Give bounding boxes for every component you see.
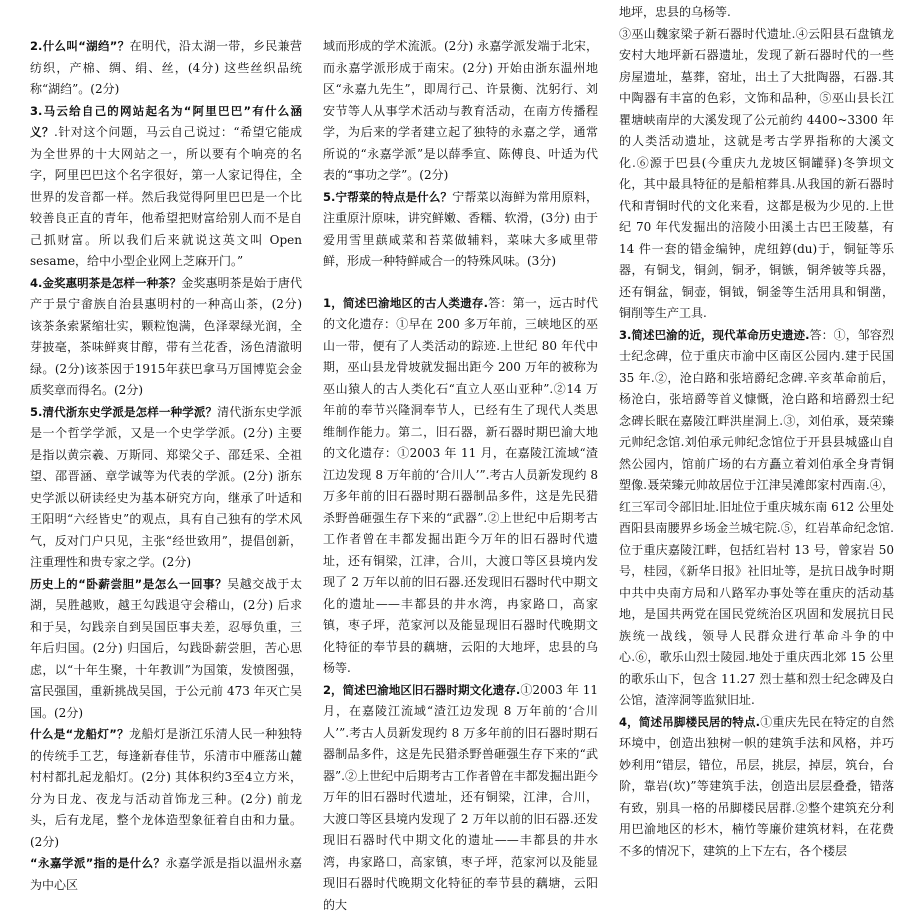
section-gap [323, 273, 598, 293]
qa-block [619, 712, 894, 863]
answer-text: 龙船灯是浙江乐清人民一种独特的传统手工艺，每逢新春佳节，乐清市中雁荡山麓村村都扎起龙船灯。(2分) 其体积约3至4立方米，分为日龙、夜龙与活动首饰龙三种。(2分) 前龙头，后有龙尾，整个龙体造型象征着自由和力量。(2分) [30, 727, 302, 849]
answer-text: 地坪，忠县的乌杨等. [619, 5, 731, 19]
answer-text: 永嘉学派是指以温州永嘉为中心区 [30, 856, 302, 892]
qa-block [323, 187, 598, 273]
qa-block [30, 36, 302, 101]
qa-block [30, 724, 302, 853]
qa-block [619, 2, 894, 24]
answer-text: .针对这个问题，马云自己说过：“希望它能成为全世界的十大网站之一，所以要有个响亮的名字，阿里巴巴这个名字很好，第一人家记得住，全世界的发音都一样。然后我觉得阿里巴巴是一个比较善良正直的青年，他希望把财富给别人而不是自己抓财富。所以我们后来就说这英文叫 Open sesame，给中小型企业网上芝麻开门。” [30, 125, 302, 268]
question-heading: 历史上的“卧薪尝胆”是怎么一回事？ [30, 577, 227, 591]
answer-text: 金奖惠明茶是始于唐代产于景宁畲族自治县惠明村的一种高山茶，(2分) 该茶条索紧缩壮实，颗粒饱满，色泽翠绿光润，全芽披毫，茶味鲜爽甘醇，带有兰花香，汤色清澈明绿。(2分)该茶因于1915年获巴拿马万国博览会金质奖章而得名。(2分) [30, 276, 302, 398]
answer-text: 答：第一，远古时代的文化遗存：①早在 200 多万年前，三峡地区的巫山一带，便有了人类活动的踪迹.上世纪 80 年代中期，巫山县龙骨坡就发掘出距今 200 万年的被称为巫山猿人的古人类化石“直立人巫山亚种”.②14 万年前的奉节兴隆洞奉节人，已经有生了现代人类思维制作能力。第二，旧石器，新石器时期巴渝大地的文化遗存：①2003 年 11 月，在嘉陵江流域“渣江边发现 8 万年前的‘合川人’”.考古人员新发现约 8 万多年前的旧石器时期石器制品多件，这是先民猎杀野兽砸强生存下来的“武器”.②上世纪中后期考古工作者曾在丰都发掘出距今万年的旧石器时代遗址，还有铜梁，江津，合川，大渡口等区县境内发现了 2 万年以前的旧石器.还发现旧石器时代中期文化的遗址——丰都县的井水湾，冉家路口，高家镇，枣子坪，范家河以及能显现旧石器时代晚期文化特征的奉节县的藕塘，云阳的大地坪，忠县的乌杨等. [323, 296, 598, 676]
question-heading: 5.清代浙东史学派是怎样一种学派？ [30, 405, 217, 419]
qa-block [30, 402, 302, 574]
question-heading: “永嘉学派”指的是什么？ [30, 856, 166, 870]
question-heading: 2.什么叫“湖绉”？ [30, 39, 130, 53]
qa-block [619, 24, 894, 325]
answer-text: 在明代，沿太湖一带，乡民兼营纺织，产棉、绸、绢、丝，(4分) 这些丝织品统称“湖绉”。(2分) [30, 39, 302, 96]
column-left [30, 36, 302, 896]
qa-block [30, 853, 302, 896]
question-heading: 5.宁帮菜的特点是什么？ [323, 190, 452, 204]
qa-block [30, 101, 302, 273]
answer-text: ①重庆先民在特定的自然环境中，创造出独树一帜的建筑手法和风格，并巧妙利用“错层，错位，吊层，挑层，掉层，筑台，台阶，靠岩(坎)”等建筑手法，创造出层层叠叠，错落有致，别具一格的吊脚楼民居群.②整个建筑充分利用巴渝地区的杉木，楠竹等廉价建筑材料，在花费不多的情况下，建筑的上下左右，各个楼层 [619, 715, 894, 858]
answer-text: 吴越交战于太湖，吴胜越败，越王勾践退守会稽山，(2分) 后求和于吴，勾践亲自到吴国臣事夫差，忍辱负重，三年后归国。(2分) 归国后，勾践卧薪尝胆，苦心思虑，以“十年生聚，十年教训”为国策，发愤图强，富民强国，重新挑战吴国，于公元前 473 年灭亡吴国。(2分) [30, 577, 302, 720]
question-heading: 4，简述吊脚楼民居的特点. [619, 715, 760, 729]
question-heading: 3.马云给自己的网站起名为“阿里巴巴”有什么涵义？ [30, 104, 302, 140]
qa-block [30, 273, 302, 402]
answer-text: ①2003 年 11 月，在嘉陵江流域“渣江边发现 8 万年前的‘合川人’”.考古人员新发现约 8 万多年前的旧石器时期石器制品多件，这是先民猎杀野兽砸强生存下来的“武器”.②上世纪中后期考古工作者曾在丰都发掘出距今万年的旧石器时代遗址，还有铜梁，江津，合川，大渡口等区县境内发现了 2 万年以前的旧石器.还发现旧石器时代中期文化的遗址——丰都县的井水湾，冉家路口，高家镇，枣子坪，范家河以及能显现旧石器时代晚期文化特征的奉节县的藕塘，云阳的大 [323, 683, 598, 912]
question-heading: 3.简述巴渝的近，现代革命历史遗迹. [619, 328, 809, 342]
column-right [619, 2, 894, 862]
column-middle [323, 36, 598, 916]
qa-block [30, 574, 302, 725]
qa-block [323, 680, 598, 916]
answer-text: 清代浙东史学派是一个哲学学派，又是一个史学学派。(2分) 主要是指以黄宗羲、万斯同、郑梁父子、邵廷采、全祖望、邵晋涵、章学诚等为代表的学派。(2分) 浙东史学派以研读经史为基本研究方向，继承了叶适和王阳明“六经皆史”的观点，具有自己独有的学术风气，反对门户只见，主张“经世致用”，提倡创新，注重理性和贵专家之学。(2分) [30, 405, 302, 570]
answer-text: 域而形成的学术流派。(2分) 永嘉学派发端于北宋，而永嘉学派形成于南宋。(2分) 开始由浙东温州地区“永嘉九先生”，即周行己、许景衡、沈躬行、刘安节等人从事学术活动与教育活动，在南方传播程学，为后来的学者建立起了独特的永嘉之学，通常所说的“永嘉学派”是以薛季宣、陈傅良、叶适为代表的“事功之学”。(2分) [323, 39, 598, 182]
qa-block [323, 36, 598, 187]
answer-text: 答：①，邹容烈士纪念碑，位于重庆市渝中区南区公园内.建于民国 35 年.②，沧白路和张培爵纪念碑.辛亥革命前后，杨沧白，张培爵等首义慷慨，沧白路和培爵烈士纪念碑长眠在嘉陵江畔洪崖洞上.③，刘伯承，聂荣臻元帅纪念馆.刘伯承元帅纪念馆位于开县县城盛山自然公园内，馆前广场的右方矗立着刘伯承全身青铜塑像.聂荣臻元帅故居位于江津吴滩郎家村西南.④，红三军司令部旧址.旧址位于重庆城东南 612 公里处酉阳县南腰界乡场金兰城宅院.⑤，红岩革命纪念馆.位于重庆嘉陵江畔，包括红岩村 13 号，曾家岩 50 号，桂园，《新华日报》社旧址等，是抗日战争时期中共中央南方局和八路军办事处等在重庆的活动基地，是国共两党在国民党统治区巩固和发展抗日民族统一战线，领导人民群众进行革命斗争的中心.⑥，歌乐山烈士陵园.地处于重庆西北郊 15 公里的歌乐山下，包含 11.27 烈士墓和烈士纪念碑及白公馆，渣滓洞等监狱旧址. [619, 328, 894, 708]
question-heading: 什么是“龙船灯”？ [30, 727, 129, 741]
answer-text: 宁帮菜以海鲜为常用原料，注重原汁原味，讲究鲜嫩、香糯、软滑，(3分) 由于爱用雪里蕻咸菜和苔菜做辅料，菜味大多咸里带鲜，形成一种特鲜咸合一的特殊风味。(3分) [323, 190, 598, 269]
question-heading: 4.金奖惠明茶是怎样一种茶？ [30, 276, 181, 290]
qa-block [619, 325, 894, 712]
question-heading: 1，简述巴渝地区的古人类遗存. [323, 296, 488, 310]
qa-block [323, 293, 598, 680]
question-heading: 2，简述巴渝地区旧石器时期文化遗存. [323, 683, 520, 697]
answer-text: ③巫山魏家梁子新石器时代遗址.④云阳县石盘镇龙安村大地坪新石器遗址，发现了新石器时代的一些房屋遗址，墓葬，窑址，出土了大批陶器，石器.其中陶器有丰富的色彩，文饰和品种，⑤巫山县长江瞿塘峡南岸的大溪发现了公元前约 4400~3300 年的人类活动遗址，这就是考古学界指称的大溪文化.⑥源于巴县(今重庆九龙坡区铜罐驿)冬笋坝文化，其中最具特征的是船棺葬具.从我国的新石器时代和青铜时代的文化来看，这都是极为少见的.上世纪 70 年代发掘出的涪陵小田溪土古巴王陵墓，有 14 件一套的错金编钟，虎纽錞(du)于，铜钲等乐器，有铜戈，铜剑，铜矛，铜镞，铜斧铍等兵器，还有铜盆，铜壶，铜钺，铜釜等生活用具和铜凿，铜削等生产工具. [619, 27, 894, 321]
